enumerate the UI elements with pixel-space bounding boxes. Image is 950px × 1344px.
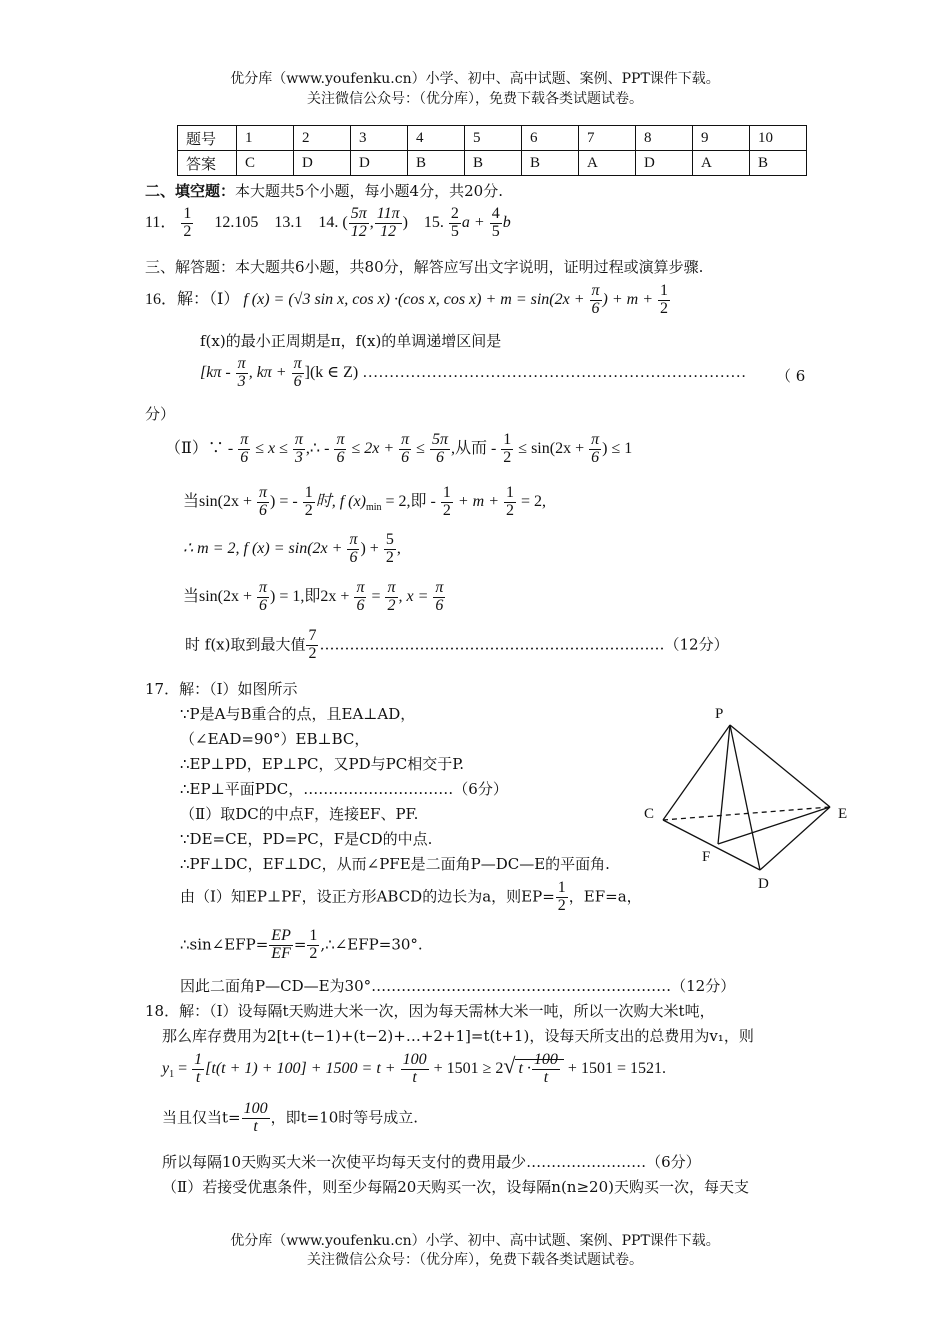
numerator: 1 <box>304 484 313 501</box>
edge-fe <box>718 807 830 844</box>
eq-part: t · <box>518 1059 531 1077</box>
q16-label: 16．解：（Ⅰ） <box>145 290 240 308</box>
eq-part: 时, f (x) <box>315 492 366 510</box>
numerator: π <box>435 579 444 596</box>
numerator: π <box>591 282 600 299</box>
numerator: 100 <box>402 1051 427 1068</box>
fraction <box>433 580 445 615</box>
q14-label: 14. <box>318 213 339 231</box>
q16-part2-line3 <box>183 532 401 567</box>
eq-part: ) + <box>360 539 379 557</box>
denominator: 2 <box>304 501 313 519</box>
denominator: 2 <box>183 222 192 240</box>
fraction <box>354 580 366 615</box>
eq-part: + m + <box>457 492 500 510</box>
table-cell: 4 <box>408 126 465 151</box>
table-cell: B <box>522 151 579 176</box>
table-cell: A <box>579 151 636 176</box>
eq-part: ≤ 2x + <box>351 439 395 457</box>
q15-term: a + <box>461 213 485 231</box>
q17-line9 <box>180 880 642 915</box>
fraction <box>303 485 315 520</box>
denominator: 6 <box>293 372 302 390</box>
q17-line7: ∵DE=CE，PD=PC，F是CD的中点. <box>180 830 433 848</box>
fraction <box>334 432 346 467</box>
denominator: 6 <box>591 299 600 317</box>
q16-eq1-left: f (x) = (√3 sin x, cos x) ·(cos x, cos x) + m = sin(2x + <box>243 290 585 308</box>
q14-fraction-1 <box>349 206 369 241</box>
eq-part: y <box>162 1059 170 1077</box>
q16-conclusion <box>185 628 729 663</box>
numerator: 1 <box>660 282 669 299</box>
eq-part: 当sin(2x + <box>183 587 253 605</box>
footer-line2: 关注微信公众号：（优分库），免费下载各类试题试卷。 <box>307 1252 643 1268</box>
q18-equation <box>162 1052 666 1087</box>
eq-part: ，即t=10时等号成立. <box>270 1108 419 1127</box>
denominator: 5 <box>450 222 459 240</box>
denominator: 6 <box>259 501 268 519</box>
numerator: 4 <box>491 205 500 222</box>
eq-part: , x = <box>398 587 429 605</box>
q14-paren: ( <box>342 213 348 231</box>
q18-line1: 18．解：（Ⅰ）设每隔t天购进大米一次，因为每天需林大米一吨，所以一次购大米t吨， <box>145 1002 715 1020</box>
denominator: 6 <box>356 596 365 614</box>
numerator: π <box>349 531 358 548</box>
eq-part: 当且仅当t= <box>162 1108 241 1127</box>
q16-score-6b: 分） <box>145 405 176 423</box>
answer-table <box>177 125 807 176</box>
eq-part: ，EF=a， <box>568 887 642 906</box>
denominator: 2 <box>557 896 566 914</box>
eq-part: , <box>396 539 401 557</box>
numerator: π <box>387 579 396 596</box>
numerator: 11π <box>376 205 400 222</box>
fraction <box>658 283 670 318</box>
denominator: 6 <box>435 596 444 614</box>
denominator: 5 <box>491 222 500 240</box>
eq-part: ,∴∠EFP=30°. <box>320 935 423 954</box>
table-cell: 3 <box>351 126 408 151</box>
fraction <box>236 356 248 391</box>
header-line2: 关注微信公众号：（优分库），免费下载各类试题试卷。 <box>307 91 643 107</box>
q17-line10 <box>180 928 423 963</box>
footer-line1: 优分库（www.youfenku.cn）小学、初中、高中试题、案例、PPT课件下载。 <box>230 1233 720 1249</box>
table-cell: 1 <box>237 126 294 151</box>
denominator: 2 <box>309 944 318 962</box>
numerator: 5π <box>431 431 448 448</box>
table-cell: 7 <box>579 126 636 151</box>
interval-part: ](k ∈ Z) ……………………………………………………………… <box>304 363 747 381</box>
q16-line1 <box>145 283 671 318</box>
q18-line6: （Ⅱ）若接受优惠条件，则至少每隔20天购买一次，设每隔n(n≥20)天购买一次，每天支 <box>162 1178 749 1196</box>
table-cell: 2 <box>294 126 351 151</box>
denominator: 2 <box>387 596 396 614</box>
fill-in-answers <box>145 206 511 241</box>
q12-answer: 12.105 <box>214 213 259 231</box>
table-cell: 5 <box>465 126 522 151</box>
eq-part: 当sin(2x + <box>183 492 253 510</box>
numerator: 100 <box>533 1051 558 1068</box>
numerator: 1 <box>506 484 515 501</box>
denominator: 2 <box>503 448 512 466</box>
fraction <box>347 532 359 567</box>
numerator: 1 <box>194 1051 203 1068</box>
numerator: 7 <box>308 627 317 644</box>
interval-part: [kπ - <box>200 363 231 381</box>
numerator: π <box>259 579 268 596</box>
subscript-min: min <box>365 502 382 514</box>
numerator: π <box>293 355 302 372</box>
denominator: 6 <box>435 448 444 466</box>
label-p: P <box>715 706 724 722</box>
table-cell: B <box>750 151 807 176</box>
fraction <box>399 432 411 467</box>
fraction <box>385 580 397 615</box>
eq-part: ) = 1,即2x + <box>270 587 350 605</box>
label-f: F <box>702 849 711 865</box>
fraction <box>293 432 305 467</box>
denominator: t <box>543 1068 549 1086</box>
numerator: π <box>591 431 600 448</box>
section2-desc: 本大题共5个小题，每小题4分，共20分. <box>235 182 503 200</box>
eq-part: ……………………………………………………………（12分） <box>319 635 729 654</box>
q17-line4: ∴EP⊥PD，EP⊥PC，又PD与PC相交于P. <box>180 755 465 773</box>
eq-part: ) ≤ 1 <box>602 439 633 457</box>
q13-answer: 13.1 <box>274 213 303 231</box>
fraction <box>590 283 602 318</box>
numerator: EP <box>271 927 291 944</box>
eq-part: ≤ sin(2x + <box>518 439 585 457</box>
eq-part: 时 f(x)取到最大值 <box>185 635 306 654</box>
fraction <box>589 432 601 467</box>
table-row-label: 题号 <box>178 126 237 151</box>
numerator: 1 <box>442 484 451 501</box>
fraction <box>257 580 269 615</box>
denominator: 2 <box>660 299 669 317</box>
q16-part2-line1 <box>165 432 632 467</box>
fraction <box>269 928 293 963</box>
q15-fraction-1 <box>449 206 461 241</box>
eq-part: ,从而 - <box>450 439 497 457</box>
eq-part: ∴sin∠EFP= <box>180 935 269 954</box>
denominator: 6 <box>336 448 345 466</box>
q17-line8: ∴PF⊥DC，EF⊥DC，从而∠PFE是二面角P—DC—E的平面角. <box>180 855 610 873</box>
table-row-numbers <box>178 126 807 151</box>
subscript: 1 <box>169 1069 175 1081</box>
denominator: 2 <box>506 501 515 519</box>
q16-score-6a: （ 6 <box>776 367 806 385</box>
q17-line5: ∴EP⊥平面PDC，…………………………（6分） <box>180 780 508 798</box>
interval-part: , kπ + <box>248 363 287 381</box>
fraction <box>430 432 450 467</box>
denominator: 2 <box>442 501 451 519</box>
table-cell: A <box>693 151 750 176</box>
table-cell: D <box>351 151 408 176</box>
denominator: 6 <box>349 548 358 566</box>
eq-part: = <box>293 935 307 954</box>
fraction <box>238 432 250 467</box>
eq-part: ) = - <box>270 492 298 510</box>
q11-label: 11． <box>145 213 177 231</box>
q15-term: b <box>502 213 511 231</box>
q16-p2-label: （Ⅱ）∵ - <box>165 439 234 457</box>
fraction <box>257 485 269 520</box>
denominator: 3 <box>237 372 246 390</box>
table-cell: C <box>237 151 294 176</box>
q16-interval <box>200 356 746 391</box>
numerator: 5π <box>350 205 367 222</box>
denominator: EF <box>271 944 291 962</box>
table-cell: B <box>408 151 465 176</box>
numerator: 1 <box>503 431 512 448</box>
fraction <box>401 1052 429 1087</box>
denominator: 2 <box>385 548 394 566</box>
edge-cd <box>663 820 760 870</box>
section3-heading: 三、解答题：本大题共6小题，共80分，解答应写出文字说明，证明过程或演算步骤. <box>145 258 704 276</box>
fraction <box>292 356 304 391</box>
q17-line2: ∵P是A与B重合的点，且EA⊥AD， <box>180 705 416 723</box>
numerator: 1 <box>309 927 318 944</box>
eq-part: ∴ m = 2, f (x) = sin(2x + <box>183 539 343 557</box>
q14-comma: , <box>369 213 374 231</box>
numerator: π <box>237 355 246 372</box>
table-cell: 6 <box>522 126 579 151</box>
fraction <box>307 928 319 963</box>
table-cell: 10 <box>750 126 807 151</box>
numerator: π <box>336 431 345 448</box>
header-line1: 优分库（www.youfenku.cn）小学、初中、高中试题、案例、PPT课件下载。 <box>230 71 720 87</box>
eq-part: = <box>178 1059 188 1077</box>
section2-title: 二、填空题： <box>145 182 236 200</box>
eq-part: ,∴ - <box>305 439 330 457</box>
table-cell: 8 <box>636 126 693 151</box>
sqrt-radicand <box>515 1051 563 1086</box>
q14-fraction-2 <box>375 206 402 241</box>
eq-part: ≤ <box>416 439 425 457</box>
eq-part: + 1501 = 1521. <box>567 1059 666 1077</box>
q11-fraction <box>181 206 193 241</box>
q16-part2-line2 <box>183 485 546 520</box>
label-e: E <box>838 806 848 822</box>
fraction <box>306 628 318 663</box>
edge-pf <box>718 725 730 844</box>
denominator: 2 <box>308 644 317 662</box>
denominator: 6 <box>259 596 268 614</box>
eq-part: 由（Ⅰ）知EP⊥PF，设正方形ABCD的边长为a，则EP= <box>180 887 555 906</box>
eq-part: [t(t + 1) + 100] + 1500 = t + <box>205 1059 396 1077</box>
table-row-label: 答案 <box>178 151 237 176</box>
denominator: t <box>253 1117 258 1135</box>
eq-part: + 1501 ≥ 2 <box>433 1059 504 1077</box>
denominator: t <box>195 1068 201 1086</box>
numerator: π <box>356 579 365 596</box>
q16-eq1-right: ) + m + <box>602 290 654 308</box>
numerator: π <box>401 431 410 448</box>
label-d: D <box>758 876 769 892</box>
fraction <box>441 485 453 520</box>
denominator: 3 <box>294 448 303 466</box>
edge-pc <box>663 725 730 820</box>
eq-part: = 2, <box>521 492 547 510</box>
section2-heading <box>145 180 503 201</box>
pyramid-figure <box>630 700 860 895</box>
denominator: 6 <box>401 448 410 466</box>
fraction <box>501 432 513 467</box>
q15-fraction-2 <box>490 206 502 241</box>
denominator: 6 <box>240 448 249 466</box>
table-cell: D <box>636 151 693 176</box>
sqrt-symbol: √ <box>503 1052 516 1078</box>
edge-ce-hidden <box>663 807 830 820</box>
q17-line6: （Ⅱ）取DC的中点F，连接EF、PF. <box>180 805 419 823</box>
eq-part: = 2,即 - <box>385 492 436 510</box>
q16-line2: f(x)的最小正周期是π，f(x)的单调递增区间是 <box>200 332 502 350</box>
fraction <box>242 1101 270 1136</box>
numerator: 1 <box>557 879 566 896</box>
numerator: 1 <box>183 205 192 222</box>
denominator: 12 <box>350 222 367 240</box>
q14-paren: ) <box>402 213 408 231</box>
eq-part: ≤ x ≤ <box>255 439 288 457</box>
fraction <box>192 1052 204 1087</box>
denominator: t <box>412 1068 417 1086</box>
fraction <box>556 880 568 915</box>
denominator: 12 <box>380 222 397 240</box>
edge-de <box>760 807 830 870</box>
label-c: C <box>644 806 655 822</box>
q18-line5: 所以每隔10天购买大米一次使平均每天支付的费用最少……………………（6分） <box>162 1153 701 1171</box>
numerator: 2 <box>450 205 459 222</box>
q18-line2: 那么库存费用为2[t+(t−1)+(t−2)+…+2+1]=t(t+1)，设每天所支出的总费用为v₁，则 <box>162 1027 754 1045</box>
q17-line11: 因此二面角P—CD—E为30°……………………………………………………（12分） <box>180 977 736 995</box>
numerator: π <box>259 484 268 501</box>
numerator: π <box>240 431 249 448</box>
q15-label: 15. <box>423 213 444 231</box>
q17-line1: 17．解：（Ⅰ）如图所示 <box>145 680 298 698</box>
table-cell: B <box>465 151 522 176</box>
numerator: 5 <box>385 531 394 548</box>
q16-part2-line4 <box>183 580 446 615</box>
q18-line4 <box>162 1101 418 1136</box>
fraction <box>504 485 516 520</box>
numerator: 100 <box>243 1100 268 1117</box>
table-cell: D <box>294 151 351 176</box>
fraction <box>384 532 396 567</box>
table-cell: 9 <box>693 126 750 151</box>
numerator: π <box>294 431 303 448</box>
eq-part: = <box>371 587 381 605</box>
fraction <box>532 1052 560 1087</box>
denominator: 6 <box>591 448 600 466</box>
q17-line3: （∠EAD=90°）EB⊥BC， <box>180 730 370 748</box>
table-row-answers <box>178 151 807 176</box>
